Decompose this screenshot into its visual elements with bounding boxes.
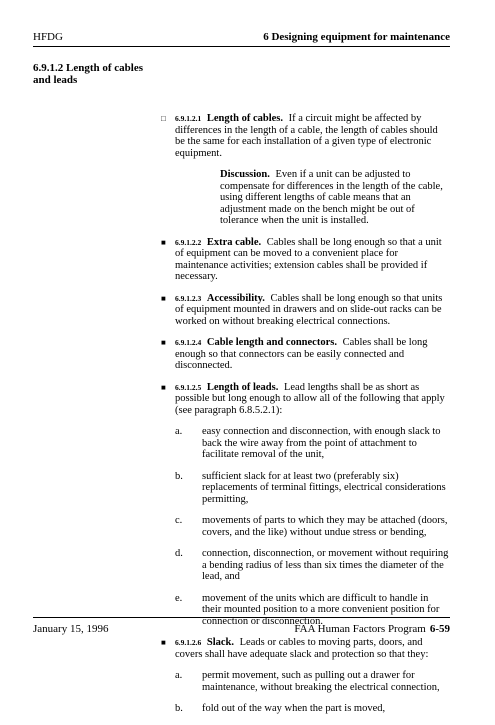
- paragraph-title: Cable length and connectors.: [206, 337, 337, 348]
- list-item: [175, 515, 450, 538]
- filled-square-bullet-icon: ■: [161, 638, 166, 647]
- list-item-text: fold out of the way when the part is moved,: [202, 703, 386, 714]
- paragraph-number: 6.9.1.2.5: [175, 382, 202, 392]
- paragraph-text: Cables shall be long enough so that units of equipment mounted in drawers and on slide-out racks can be worked on without breaking electrical connections.: [175, 292, 443, 327]
- footer-program-name: FAA Human Factors Program: [294, 623, 426, 635]
- list-item-label: b.: [175, 703, 183, 714]
- header-doc-id: HFDG: [33, 31, 63, 43]
- discussion-note: [220, 169, 450, 227]
- list-item: [175, 670, 450, 693]
- paragraph-title: Length of cables.: [206, 113, 283, 124]
- list-item: [175, 471, 450, 506]
- header-rule: [33, 46, 450, 47]
- list-item-text: movement of the units which are difficult to handle in their mounted position to a more convenient position for connection or disconnection.: [202, 592, 440, 627]
- list-item: [175, 703, 450, 715]
- paragraph-title: Accessibility.: [206, 292, 265, 304]
- list-item-label: b.: [175, 470, 183, 482]
- paragraph-title: Length of leads.: [206, 381, 279, 393]
- list-item-text: movements of parts to which they may be attached (doors, covers, and the like) without undue stress or bending,: [202, 515, 448, 538]
- hollow-square-bullet-icon: □: [161, 114, 166, 123]
- paragraph-6-9-1-2-4: [161, 337, 450, 372]
- paragraph-text: Leads or cables to moving parts, doors, and covers shall have adequate slack and protection so that they:: [175, 637, 429, 660]
- paragraph-number: 6.9.1.2.3: [175, 293, 202, 303]
- footer-date: January 15, 1996: [33, 623, 109, 635]
- discussion-label: Discussion.: [220, 169, 270, 180]
- paragraph-text: If a circuit might be affected by differences in the length of a cable, the length of cables should be the same for each installation of a given type of electronic equipment.: [175, 113, 438, 159]
- section-heading: [33, 62, 153, 86]
- footer-rule: [33, 617, 450, 618]
- list-item-text: easy connection and disconnection, with enough slack to back the wire away from the point of attachment to facilitate removal of the unit,: [202, 426, 441, 460]
- list-item-label: a.: [175, 426, 183, 437]
- paragraph-6-9-1-2-1: [161, 113, 450, 159]
- paragraph-6-9-1-2-2: [161, 236, 450, 283]
- paragraph-number: 6.9.1.2.4: [175, 338, 202, 347]
- list-item-label: c.: [175, 515, 183, 526]
- paragraph-title: Extra cable.: [206, 236, 262, 248]
- list-item-text: sufficient slack for at least two (preferably six) replacements of terminal fittings, electrical considerations permitting,: [202, 470, 446, 505]
- list-item-text: permit movement, such as pulling out a drawer for maintenance, without breaking the electrical connection,: [202, 670, 440, 693]
- paragraph-title: Slack.: [206, 637, 235, 648]
- page-number: 6-59: [429, 623, 450, 635]
- paragraph-6-9-1-2-3: [161, 292, 450, 328]
- section-number: 6.9.1.2: [33, 62, 64, 74]
- filled-square-bullet-icon: ■: [161, 382, 166, 392]
- filled-square-bullet-icon: ■: [161, 237, 166, 247]
- paragraph-number: 6.9.1.2.2: [175, 237, 202, 247]
- discussion-text: Even if a unit can be adjusted to compensate for differences in the length of the cable, using different lengths of cable means that an adjustment made on the bench might be out of tolerance when the unit is installed.: [220, 169, 443, 226]
- list-item: [175, 426, 450, 461]
- list-item-text: connection, disconnection, or movement without requiring a bending radius of less than six times the diameter of the lead, and: [202, 548, 449, 582]
- section-title: Length of cables and leads: [33, 62, 143, 86]
- paragraph-text: Lead lengths shall be as short as possible but long enough to allow all of the following that apply (see paragraph 6.8.5.2.1):: [175, 381, 445, 416]
- paragraph-number: 6.9.1.2.6: [175, 638, 202, 647]
- paragraph-6-9-1-2-5: [161, 381, 450, 417]
- paragraph-text: Cables shall be long enough so that a unit of equipment can be moved to a convenient place for maintenance activities; extension cables shall be provided if necessary.: [175, 236, 442, 282]
- paragraph-text: Cables shall be long enough so that connectors can be easily connected and disconnected.: [175, 337, 428, 371]
- list-item: [175, 593, 450, 628]
- list-item-label: e.: [175, 592, 183, 604]
- filled-square-bullet-icon: ■: [161, 338, 166, 347]
- paragraph-6-9-1-2-6: [161, 637, 450, 660]
- footer-program: [294, 623, 450, 635]
- list-item: [175, 548, 450, 583]
- header-chapter-title: 6 Designing equipment for maintenance: [263, 31, 450, 43]
- list-item-label: a.: [175, 670, 183, 681]
- paragraph-number: 6.9.1.2.1: [175, 114, 202, 123]
- list-item-label: d.: [175, 548, 183, 559]
- filled-square-bullet-icon: ■: [161, 293, 166, 303]
